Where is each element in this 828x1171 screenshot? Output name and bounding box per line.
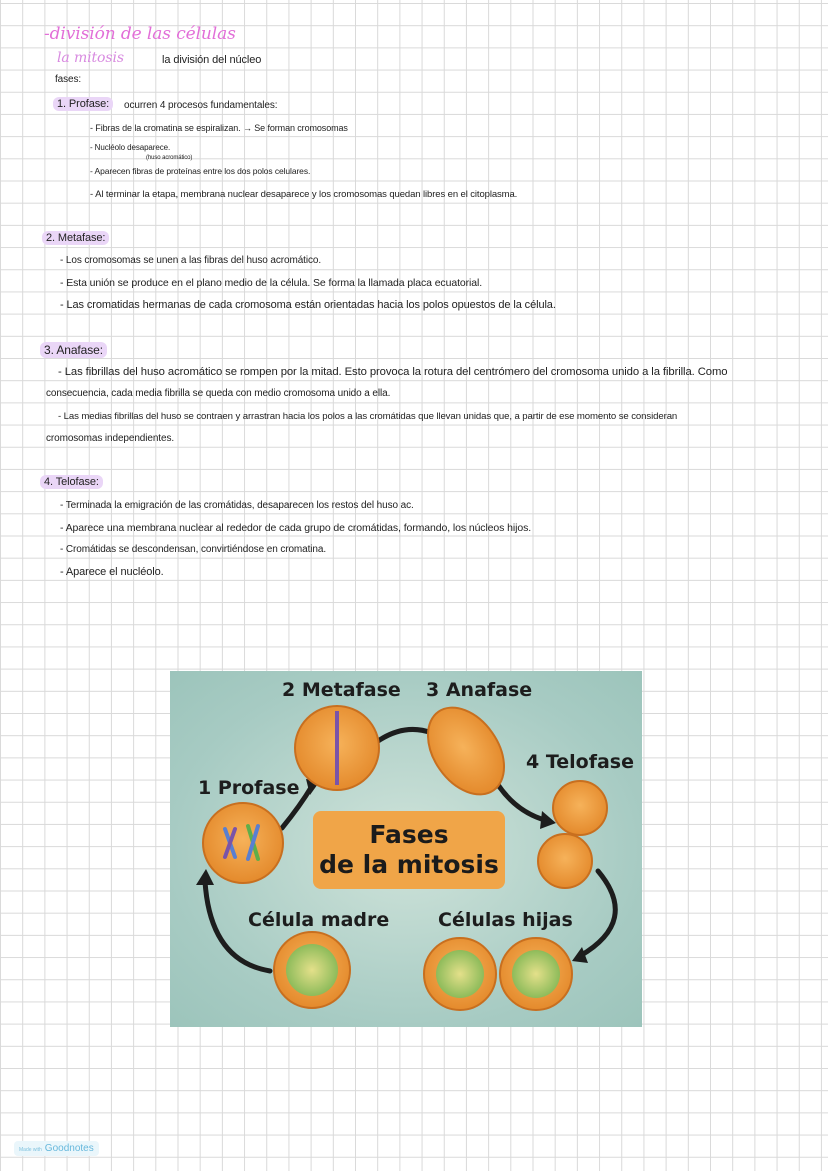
profase-heading: 1. Profase: <box>53 97 113 111</box>
telofase-item: - Cromátidas se descondensan, convirtiéndose en cromatina. <box>60 544 327 555</box>
profase-item: - Aparecen fibras de proteínas entre los dos polos celulares. <box>90 166 311 176</box>
anafase-line: - Las fibrillas del huso acromático se rompen por la mitad. Esto provoca la rotura del centrómero del cromosoma unido a la fibrilla. Como <box>58 366 728 378</box>
center-title-line2: de la mitosis <box>319 850 499 879</box>
profase-item: - Fibras de la cromatina se espiralizan. → Se forman cromosomas <box>90 123 348 133</box>
label-telofase: 4 Telofase <box>526 751 635 773</box>
anafase-line: consecuencia, cada media fibrilla se queda con medio cromosoma unido a ella. <box>46 388 391 399</box>
profase-item: - Nucléolo desaparece. <box>90 143 171 152</box>
metafase-item: - Los cromosomas se unen a las fibras del huso acromático. <box>60 255 321 266</box>
center-title-line1: Fases <box>369 820 449 849</box>
goodnotes-brand: Goodnotes <box>44 1143 94 1154</box>
daughter-cells <box>424 938 572 1010</box>
label-profase: 1 Profase <box>198 777 300 799</box>
metafase-item: - Las cromatidas hermanas de cada cromosoma están orientadas hacia los polos opuestos de la célula. <box>60 299 556 311</box>
page-title: -división de las células <box>44 24 236 44</box>
anafase-heading: 3. Anafase: <box>40 342 107 358</box>
center-title-box <box>313 811 505 889</box>
label-metafase: 2 Metafase <box>282 679 401 701</box>
anafase-line: cromosomas independientes. <box>46 433 175 444</box>
telofase-item: - Terminada la emigración de las cromátidas, desaparecen los restos del huso ac. <box>60 500 414 511</box>
subtitle-definition: la división del núcleo <box>162 54 262 66</box>
anafase-line: - Las medias fibrillas del huso se contraen y arrastran hacia los polos a las cromátidas que llevan unidas que, a partir de ese momento se consideran <box>58 411 678 422</box>
profase-cell <box>203 803 283 883</box>
metafase-cell <box>295 706 379 790</box>
telofase-item: - Aparece el nucléolo. <box>60 566 164 578</box>
profase-intro: ocurren 4 procesos fundamentales: <box>124 100 278 111</box>
metafase-item: - Esta unión se produce en el plano medio de la célula. Se forma la llamada placa ecuatorial. <box>60 277 483 289</box>
label-anafase: 3 Anafase <box>426 679 533 701</box>
label-hijas: Células hijas <box>438 909 573 931</box>
subtitle: la mitosis <box>57 50 124 66</box>
made-with-label: Made with <box>19 1147 42 1153</box>
label-madre: Célula madre <box>248 909 390 931</box>
metafase-heading: 2. Metafase: <box>42 231 109 245</box>
phases-label: fases: <box>55 74 82 85</box>
profase-item: - Al terminar la etapa, membrana nuclear desaparece y los cromosomas quedan libres en el citoplasma. <box>90 189 518 200</box>
goodnotes-badge <box>14 1141 99 1156</box>
profase-annotation: (huso acromático) <box>146 155 193 161</box>
mitosis-phases-diagram <box>170 671 642 1027</box>
telofase-heading: 4. Telofase: <box>40 475 103 489</box>
telofase-item: - Aparece una membrana nuclear al rededor de cada grupo de cromátidas, formando, los núcleos hijos. <box>60 522 532 534</box>
mother-cell <box>274 932 350 1008</box>
